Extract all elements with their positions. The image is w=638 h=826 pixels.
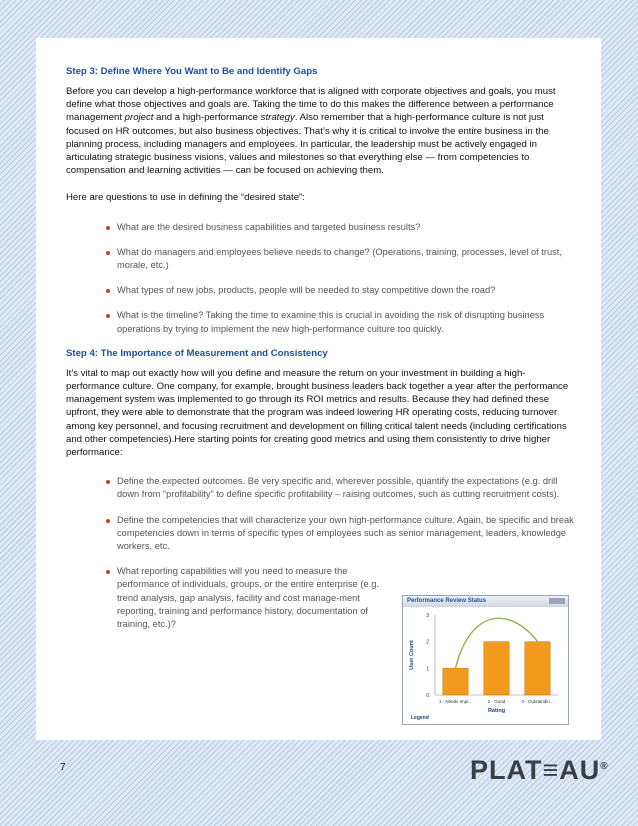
list-item: What is the timeline? Taking the time to examine this is crucial in avoiding the risk of disrupting business operations by trying to implement the new high-performance culture too quickly. [106, 309, 576, 335]
chart-plot [403, 607, 568, 724]
step3-para-emphasis: strategy [260, 112, 295, 124]
plateau-logo [470, 755, 609, 786]
logo-registered-mark: ® [600, 761, 609, 772]
step3-para-part: Before you can develop a high-performance workforce that is aligned with corporate objectives and goals, you must define what those objectives and goals are. Taking the time to do this makes the difference between a performance management [66, 86, 556, 124]
list-item: Define the expected outcomes. Be very specific and, wherever possible, quantify the expectations (e.g. drill down from “profitability” to define specific profitability – raising outcomes, such as cutting recruitment costs). [106, 475, 576, 501]
y-tick-label: 0 [426, 693, 429, 699]
step4-paragraph: It’s vital to map out exactly how will you define and measure the return on your investment in building a high-performance culture. One company, for example, brought business leaders back together a year after the performance management system was implemented to go through its ROI metrics and results. Because they had defined these upfront, they were able to demonstrate that the program was indeed lowering HR operating costs, reducing turnover among key personnel, and focusing recruitment and development on filling critical talent needs (including certifications and other competencies).Here starting points for creating good metrics and using them consistently to drive higher performance: [66, 367, 569, 459]
x-tick-label: 1 - Needs Impr... [438, 699, 473, 704]
step3-heading: Step 3: Define Where You Want to Be and Identify Gaps [66, 66, 318, 77]
y-tick-label: 2 [426, 639, 429, 646]
step3-para-part: and a high-performance [153, 112, 261, 124]
bar [525, 642, 550, 695]
list-item: Define the competencies that will characterize your own high-performance culture. Again, be specific and break competencies down in terms of specific types of employees such as senior management, leaders, knowledge workers, etc. [106, 514, 576, 554]
performance-review-chart [402, 595, 569, 725]
step3-para-part: . Also remember that a high-performance culture is not just focused on HR outcomes, but also business objectives. That’s why it is critical to involve the entire business in the planning process, including managers and employees. In particular, the leadership must be actively engaged in articulating strategic business visions, values and milestones so that everything else — from competencies to compensation and learning activities — can be focused on achieving them. [66, 112, 549, 177]
bar [443, 668, 468, 695]
list-item: What do managers and employees believe needs to change? (Operations, training, processes, level of trust, morale, etc.) [106, 246, 576, 272]
chart-window-controls[interactable] [549, 598, 565, 604]
y-tick-label: 3 [426, 613, 429, 619]
list-item: What types of new jobs, products, people will be needed to stay competitive down the road? [106, 284, 576, 297]
chart-title: Performance Review Status [407, 598, 487, 604]
y-tick-label: 1 [426, 666, 429, 673]
step3-paragraph [66, 85, 576, 177]
chart-legend: Legend [411, 715, 429, 721]
y-axis-label: User Count [409, 640, 415, 670]
page-content [66, 66, 576, 643]
page-number: 7 [60, 762, 66, 773]
step3-para-emphasis: project [124, 112, 154, 124]
chart-title-bar [403, 596, 568, 607]
step4-heading: Step 4: The Importance of Measurement and Consistency [66, 347, 328, 359]
list-item: What are the desired business capabilities and targeted business results? [106, 221, 576, 234]
bar [484, 642, 509, 695]
x-axis-label: Rating [487, 708, 506, 714]
logo-text: PLAT≡AU [470, 755, 601, 785]
step3-intro: Here are questions to use in defining the “desired state”: [66, 192, 305, 204]
step3-question-list [66, 221, 576, 336]
x-tick-label: 3 - Outstandin... [521, 699, 554, 704]
x-tick-label: 2 - Good [487, 699, 506, 704]
list-item: What reporting capabilities will you need to measure the performance of individuals, groups, or the entire enterprise (e.g. trend analysis, gap analysis, facility and cost manage-ment reporting, training and performance history, documentation of training, etc.)? [106, 565, 379, 631]
